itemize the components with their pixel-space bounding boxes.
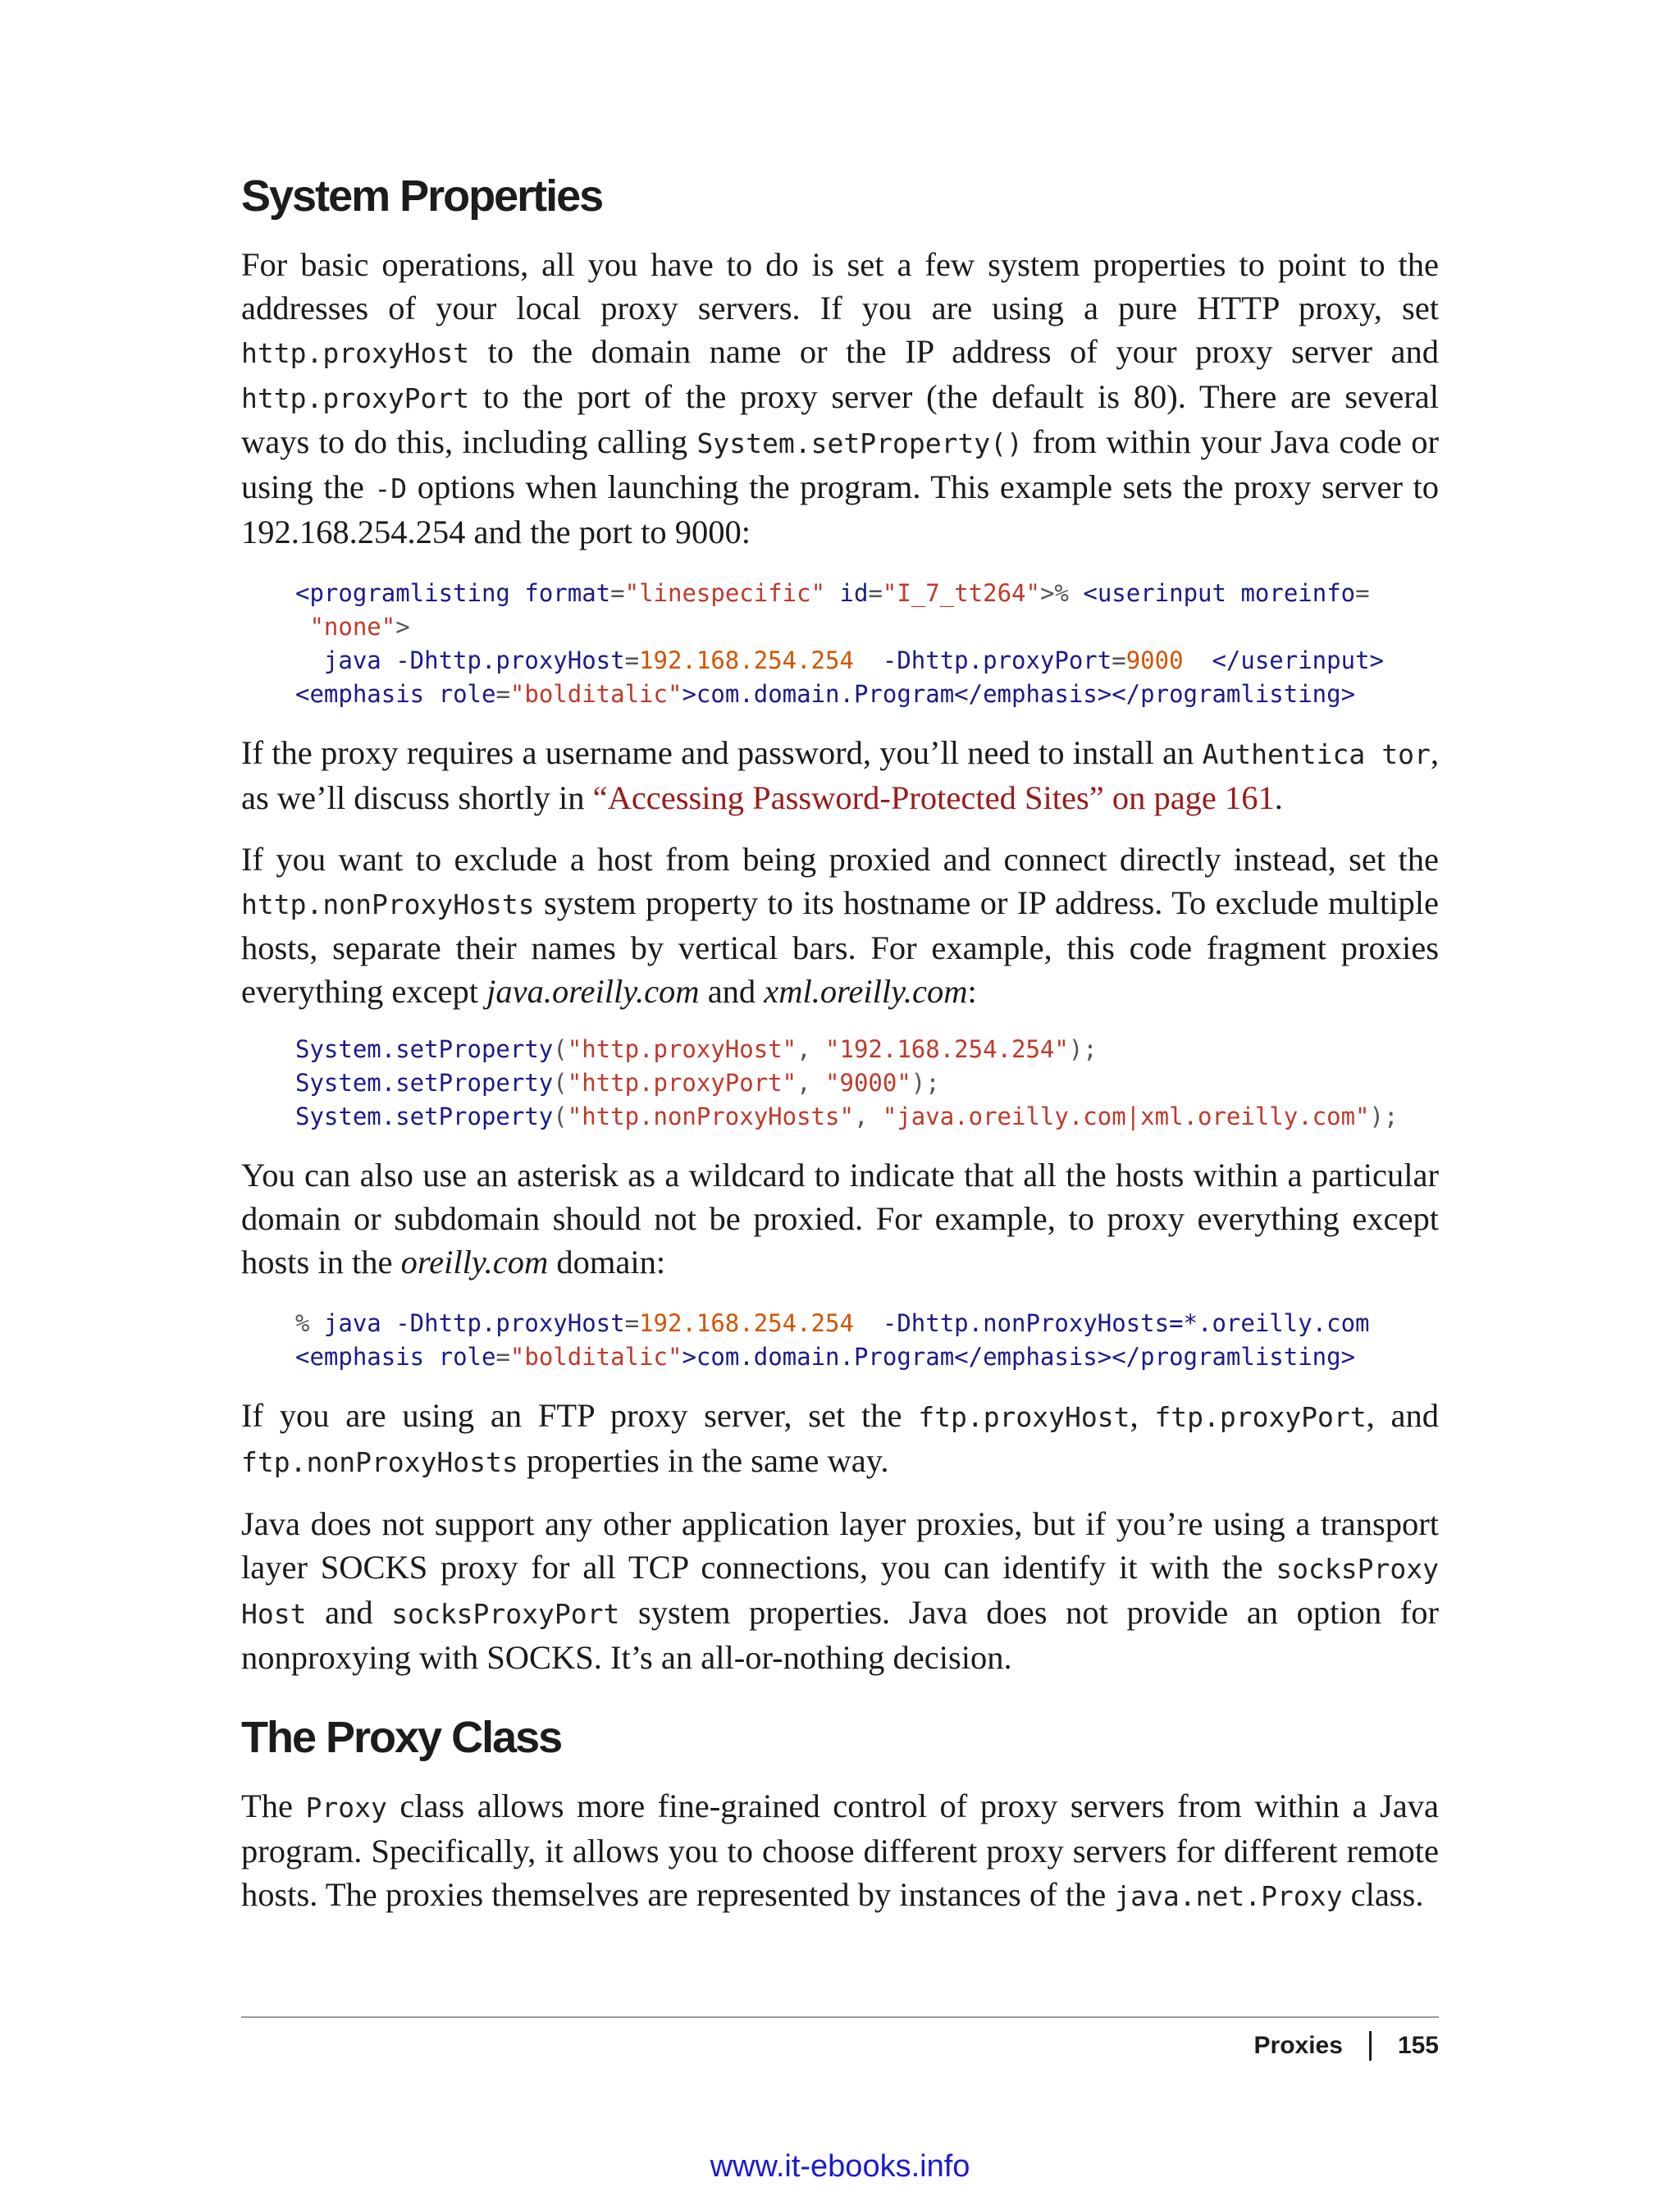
text: system property to its hostname or IP address. To exclude multiple hosts, separate their names by vertical bars. For example, this code fragment proxies everything except — [241, 884, 1439, 1010]
inline-code: http.nonProxyHosts — [241, 888, 535, 920]
code-text: java -Dhttp.proxyHost — [323, 646, 625, 674]
text: class. — [1342, 1876, 1424, 1913]
inline-code: http.proxyHost — [241, 337, 470, 369]
page-body — [241, 0, 1439, 1918]
inline-code: Proxy — [305, 1792, 387, 1824]
code-tag: <userinput — [1083, 579, 1226, 607]
code-string: "192.168.254.254" — [825, 1035, 1069, 1063]
code-tag: <emphasis — [295, 1343, 425, 1371]
inline-code: ftp.proxyHost — [918, 1401, 1130, 1433]
emphasis: xml.oreilly.com — [764, 973, 968, 1010]
text: If you want to exclude a host from being proxied and connect directly instead, set the — [241, 841, 1439, 878]
code-text: java -Dhttp.proxyHost — [323, 1309, 625, 1337]
text: : — [967, 973, 977, 1010]
inline-code: -D — [374, 472, 408, 504]
code-tag: <emphasis — [295, 680, 425, 708]
code-string: "http.proxyHost" — [567, 1035, 797, 1063]
text: If you are using an FTP proxy server, set the — [241, 1397, 919, 1434]
text: and — [306, 1594, 392, 1631]
paragraph-authenticator — [241, 731, 1439, 819]
code-attr: role — [438, 1343, 496, 1371]
code-block-programlisting: <programlisting format="linespecific" id="I_7_tt264">% <userinput moreinfo= "none"> java -Dhttp.proxyHost=192.168.254.254 -Dhttp.proxyPort=9000 </userinput> <emphasis role="bolditalic">com.domain.Program</emphasis></programlisting> — [295, 579, 1384, 708]
text: and — [699, 973, 765, 1010]
code-tag: </emphasis></programlisting> — [954, 1343, 1356, 1371]
code-tag: <programlisting — [295, 579, 510, 607]
code-string: "none" — [309, 613, 396, 641]
code-string: "http.nonProxyHosts" — [567, 1102, 854, 1130]
paragraph-proxy-class — [241, 1784, 1439, 1918]
cross-reference-link[interactable]: “Accessing Password-Protected Sites” on page 161 — [592, 779, 1275, 816]
code-text: >com.domain.Program — [682, 680, 955, 708]
section-heading-proxy-class: The Proxy Class — [241, 1713, 562, 1762]
code-string: "java.oreilly.com|xml.oreilly.com" — [882, 1102, 1370, 1130]
text: options when launching the program. This example sets the proxy server to 192.168.254.254 and the port to 9000: — [241, 468, 1439, 550]
code-function: System.setProperty — [295, 1069, 554, 1097]
code-text: =*.oreilly.com — [1169, 1309, 1370, 1337]
inline-code: Authentica tor — [1202, 738, 1431, 770]
text: The — [241, 1787, 306, 1824]
code-string: "I_7_tt264" — [882, 579, 1040, 607]
paragraph-system-properties-intro — [241, 243, 1439, 554]
code-string: "9000" — [825, 1069, 911, 1097]
code-block-wildcard: % java -Dhttp.proxyHost=192.168.254.254 -Dhttp.nonProxyHosts=*.oreilly.com <emphasis role="bolditalic">com.domain.Program</emphasis></programlisting> — [295, 1309, 1370, 1371]
inline-code: java.net.Proxy — [1114, 1880, 1343, 1912]
page-number: 155 — [1397, 2032, 1439, 2059]
code-attr: id — [839, 579, 869, 607]
inline-code: ftp.proxyPort — [1154, 1401, 1367, 1433]
inline-code: http.proxyPort — [241, 382, 470, 414]
section-heading-system-properties: System Properties — [241, 171, 603, 221]
code-number: 192.168.254.254 — [639, 646, 854, 674]
text: For basic operations, all you have to do is set a few system properties to point to the addresses of your local proxy servers. If you are using a pure HTTP proxy, set — [241, 246, 1439, 326]
footer-divider — [241, 2016, 1439, 2018]
code-function: System.setProperty — [295, 1102, 554, 1130]
text: Java does not support any other application layer proxies, but if you’re using a transport layer SOCKS proxy for all TCP connections, you can identify it with the — [241, 1505, 1439, 1586]
inline-code: socksProxyPort — [391, 1598, 620, 1630]
text: system properties. Java does not provide an option for nonproxying with SOCKS. It’s an all-or-nothing decision. — [241, 1594, 1439, 1676]
text: You can also use an asterisk as a wildcard to indicate that all the hosts within a particular domain or subdomain should not be proxied. For example, to proxy everything except hosts in the — [241, 1157, 1439, 1281]
text: from within your Java code or using the — [241, 423, 1439, 505]
code-text: -Dhttp.proxyPort — [882, 646, 1112, 674]
text: to the port of the proxy server (the default is 80). There are several ways to do this, including calling — [241, 378, 1439, 460]
text: domain: — [548, 1244, 666, 1281]
inline-code: socksProxy Host — [241, 1553, 1439, 1630]
paragraph-socks-proxy — [241, 1502, 1439, 1679]
code-string: "linespecific" — [624, 579, 826, 607]
code-tag: </userinput> — [1212, 646, 1384, 674]
paragraph-wildcard — [241, 1153, 1439, 1284]
code-text: -Dhttp.nonProxyHosts — [882, 1309, 1170, 1337]
page-footer — [1254, 2031, 1439, 2061]
code-punct: >% — [1039, 579, 1084, 607]
code-string: "http.proxyPort" — [567, 1069, 797, 1097]
code-block-setproperty: System.setProperty("http.proxyHost", "192.168.254.254"); System.setProperty("http.proxyPort", "9000"); System.setProperty("http.nonProxyHosts", "java.oreilly.com|xml.oreilly.com"); — [295, 1035, 1399, 1130]
inline-code: ftp.nonProxyHosts — [241, 1446, 518, 1478]
code-attr: role — [438, 680, 496, 708]
inline-code: System.setProperty() — [696, 427, 1023, 459]
text: , as we’ll discuss shortly in — [241, 734, 1439, 816]
emphasis: oreilly.com — [400, 1244, 549, 1281]
code-attr: format — [524, 579, 611, 607]
code-number: 192.168.254.254 — [639, 1309, 854, 1337]
watermark-link[interactable]: www.it-ebooks.info — [710, 2149, 970, 2184]
code-string: "bolditalic" — [509, 680, 682, 708]
code-string: "bolditalic" — [509, 1343, 682, 1371]
footer-separator — [1369, 2031, 1372, 2061]
code-prompt: % — [295, 1309, 324, 1337]
text: . — [1274, 779, 1283, 816]
code-number: 9000 — [1125, 646, 1184, 674]
text: class allows more fine-grained control of proxy servers from within a Java program. Specifically, it allows you to choose different proxy servers for different remote hosts. The proxies themselves are represented by instances of the — [241, 1787, 1439, 1913]
code-function: System.setProperty — [295, 1035, 554, 1063]
code-tag: </emphasis></programlisting> — [954, 680, 1356, 708]
text: , and — [1366, 1397, 1439, 1434]
text: If the proxy requires a username and password, you’ll need to install an — [241, 734, 1203, 771]
text: properties in the same way. — [518, 1442, 889, 1479]
text: , — [1130, 1397, 1155, 1434]
paragraph-nonproxyhosts — [241, 838, 1439, 1013]
text: to the domain name or the IP address of your proxy server and — [469, 333, 1439, 370]
footer-chapter-title: Proxies — [1253, 2032, 1343, 2059]
code-text: >com.domain.Program — [682, 1343, 955, 1371]
code-attr: moreinfo — [1240, 579, 1356, 607]
emphasis: java.oreilly.com — [486, 973, 700, 1010]
paragraph-ftp-proxy — [241, 1394, 1439, 1484]
